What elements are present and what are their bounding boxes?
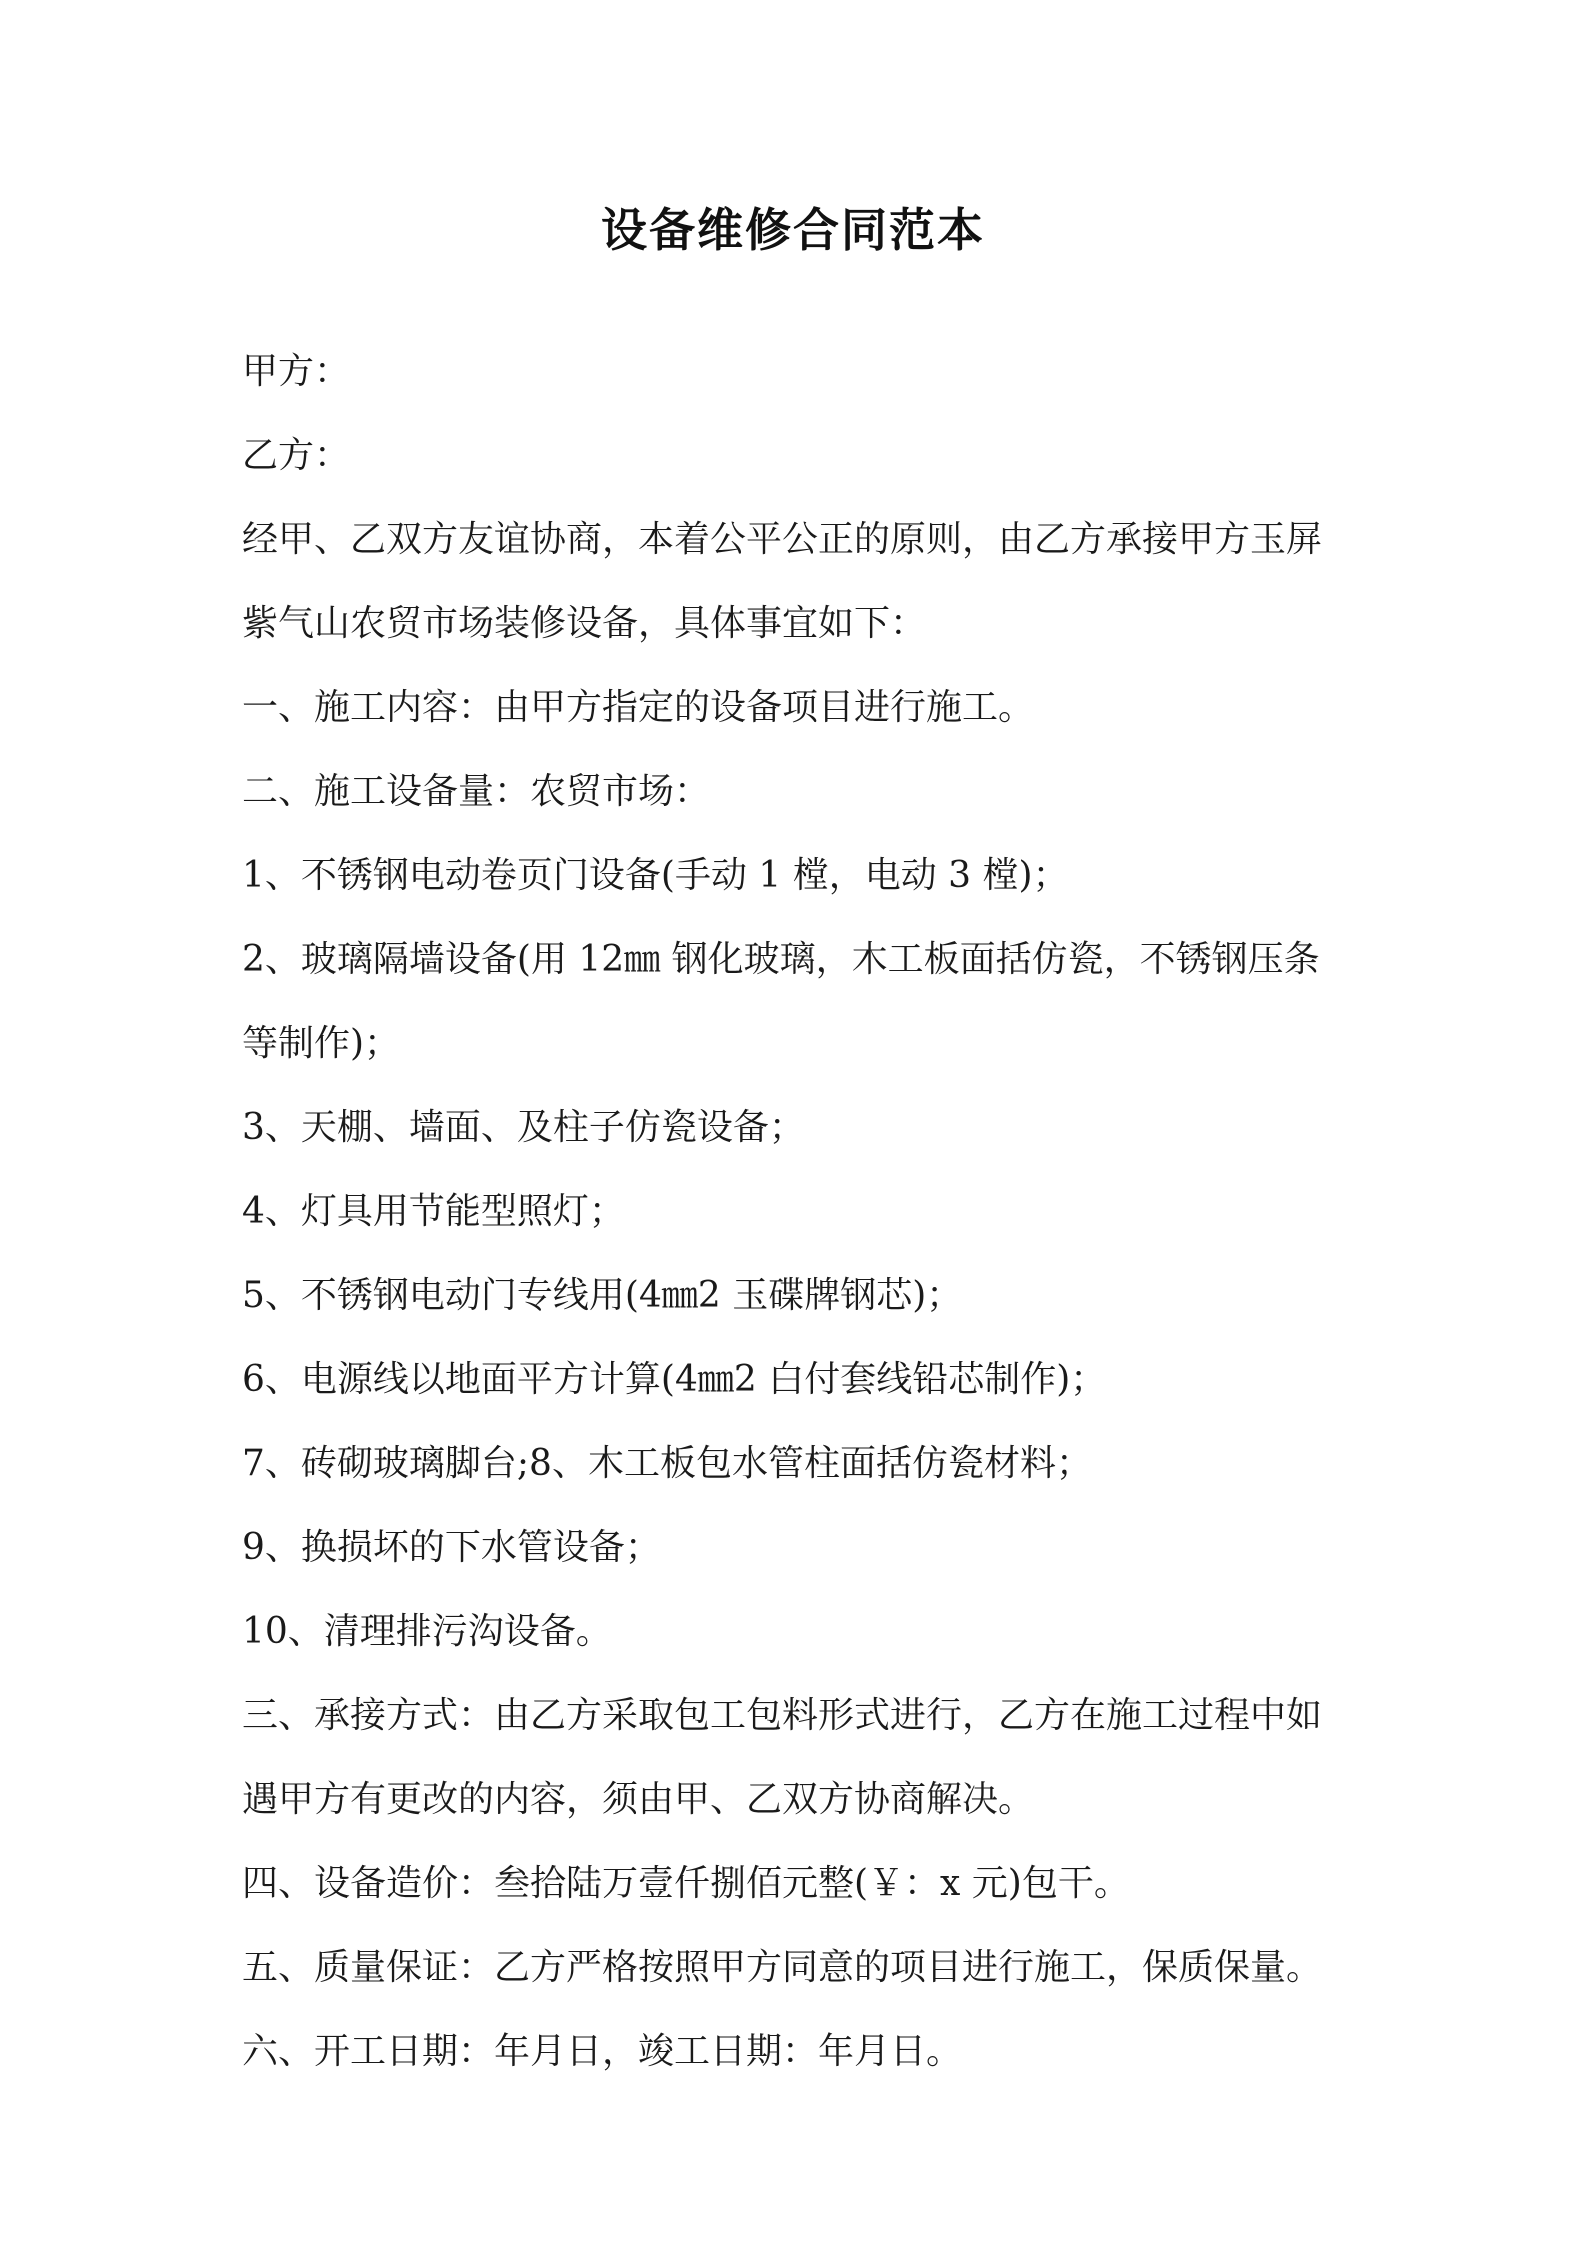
- item-7-8: 7、砖砌玻璃脚台;8、木工板包水管柱面括仿瓷材料；: [242, 1443, 1092, 1484]
- section-1-construction-content: 一、施工内容：由甲方指定的设备项目进行施工。: [242, 687, 1035, 728]
- section-3-contract-method-line-1: 三、承接方式：由乙方采取包工包料形式进行，乙方在施工过程中如: [242, 1695, 1323, 1736]
- party-a-line: 甲方：: [242, 351, 351, 392]
- preamble-line-2: 紫气山农贸市场装修设备，具体事宜如下：: [242, 603, 927, 644]
- document-body: [242, 330, 1362, 2094]
- preamble-line-1: 经甲、乙双方友谊协商，本着公平公正的原则，由乙方承接甲方玉屏: [242, 519, 1323, 560]
- item-2-line-2: 等制作)；: [242, 1023, 401, 1064]
- item-2-line-1: 2、玻璃隔墙设备(用 12㎜ 钢化玻璃，木工板面括仿瓷，不锈钢压条: [242, 939, 1320, 980]
- party-b-line: 乙方：: [242, 435, 351, 476]
- item-10: 10、清理排污沟设备。: [242, 1611, 612, 1652]
- item-9: 9、换损坏的下水管设备；: [242, 1527, 661, 1568]
- item-5: 5、不锈钢电动门专线用(4㎜2 玉碟牌钢芯)；: [242, 1275, 963, 1316]
- item-4: 4、灯具用节能型照灯；: [242, 1191, 625, 1232]
- item-3: 3、天棚、墙面、及柱子仿瓷设备；: [242, 1107, 805, 1148]
- document-title: 设备维修合同范本: [601, 203, 985, 257]
- item-1: 1、不锈钢电动卷页门设备(手动 1 樘，电动 3 樘)；: [242, 855, 1069, 896]
- item-6: 6、电源线以地面平方计算(4㎜2 白付套线铅芯制作)；: [242, 1359, 1107, 1400]
- section-4-cost: 四、设备造价：叁拾陆万壹仟捌佰元整(￥：x 元)包干。: [242, 1863, 1130, 1904]
- section-3-contract-method-line-2: 遇甲方有更改的内容，须由甲、乙双方协商解决。: [242, 1779, 1035, 1820]
- section-5-quality: 五、质量保证：乙方严格按照甲方同意的项目进行施工，保质保量。: [242, 1947, 1323, 1988]
- section-6-dates: 六、开工日期：年月日，竣工日期：年月日。: [242, 2031, 963, 2072]
- section-2-equipment-quantity: 二、施工设备量：农贸市场：: [242, 771, 711, 812]
